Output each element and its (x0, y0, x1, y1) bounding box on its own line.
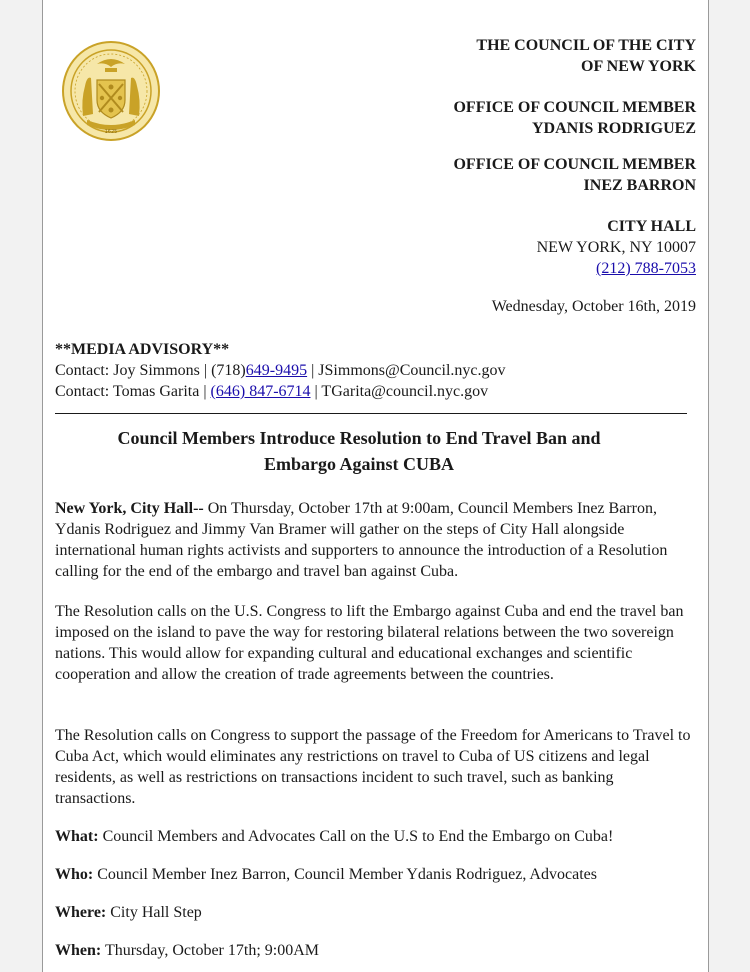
contact1-suffix: | JSimmons@Council.nyc.gov (307, 362, 506, 379)
council-line-2: OF NEW YORK (581, 58, 696, 75)
body-paragraph-3: The Resolution calls on Congress to support the passage of the Freedom for Americans to Travel to Cuba Act, which would eliminates any restrictions on travel to Cuba of US citizens and legal residents, as well as restrictions on transactions incident to such travel, such as banking transactions. (55, 727, 691, 807)
who-value: Council Member Inez Barron, Council Member Ydanis Rodriguez, Advocates (93, 866, 597, 883)
where-label: Where: (55, 904, 107, 921)
headline-line-1: Council Members Introduce Resolution to End Travel Ban and (117, 428, 601, 448)
contact1-prefix: Contact: Joy Simmons | (718) (55, 362, 246, 379)
detail-where (55, 902, 202, 923)
office1-line-2: YDANIS RODRIGUEZ (531, 120, 696, 137)
office-barron (453, 154, 696, 196)
detail-when (55, 940, 319, 961)
address-line-2: NEW YORK, NY 10007 (536, 239, 696, 256)
seal-year: 1625 (104, 129, 118, 135)
body-paragraph-2: The Resolution calls on the U.S. Congress to lift the Embargo against Cuba and end the travel ban imposed on the island to pave the way for restoring bilateral relations between the two sovereign nations. This would allow for expanding cultural and educational exchanges and scientific cooperation and allow the creation of trade agreements between the countries. (55, 603, 684, 683)
contact2-prefix: Contact: Tomas Garita | (55, 383, 211, 400)
office1-line-1: OFFICE OF COUNCIL MEMBER (453, 99, 696, 116)
where-value: City Hall Step (106, 904, 202, 921)
address-block (537, 216, 696, 279)
address-line-1: CITY HALL (607, 218, 696, 235)
what-label: What: (55, 828, 99, 845)
council-name (476, 35, 696, 77)
who-label: Who: (55, 866, 94, 883)
office2-line-1: OFFICE OF COUNCIL MEMBER (453, 156, 696, 173)
detail-what (55, 826, 613, 847)
headline (55, 425, 663, 477)
paragraph-1-text: On Thursday, October 17th at 9:00am, Council Members Inez Barron, Ydanis Rodriguez and Jimmy Van Bramer will gather on the steps of City Hall alongside international human rights activists and supporters to announce the introduction of a Resolution calling for the end of the embargo and travel ban against Cuba. (55, 500, 668, 580)
nyc-council-seal-icon (61, 40, 161, 142)
release-date: Wednesday, October 16th, 2019 (491, 298, 696, 315)
phone-link[interactable]: (212) 788-7053 (596, 260, 696, 277)
body-paragraph-1 (55, 498, 691, 582)
contact2-phone-link[interactable]: (646) 847-6714 (210, 383, 311, 400)
council-line-1: THE COUNCIL OF THE CITY (476, 37, 696, 54)
what-value: Council Members and Advocates Call on the U.S to End the Embargo on Cuba! (98, 828, 614, 845)
when-value: Thursday, October 17th; 9:00AM (101, 942, 319, 959)
detail-who (55, 864, 597, 885)
contact2-suffix: | TGarita@council.nyc.gov (310, 383, 489, 400)
press-release-page (42, 0, 709, 972)
dateline: New York, City Hall-- (55, 500, 204, 517)
media-advisory (55, 339, 505, 402)
advisory-title: **MEDIA ADVISORY** (55, 341, 230, 358)
separator-rule (55, 413, 687, 414)
office-rodriguez (453, 97, 696, 139)
headline-line-2: Embargo Against CUBA (263, 454, 455, 474)
contact1-phone-link[interactable]: 649-9495 (245, 362, 308, 379)
when-label: When: (55, 942, 102, 959)
office2-line-2: INEZ BARRON (583, 177, 696, 194)
